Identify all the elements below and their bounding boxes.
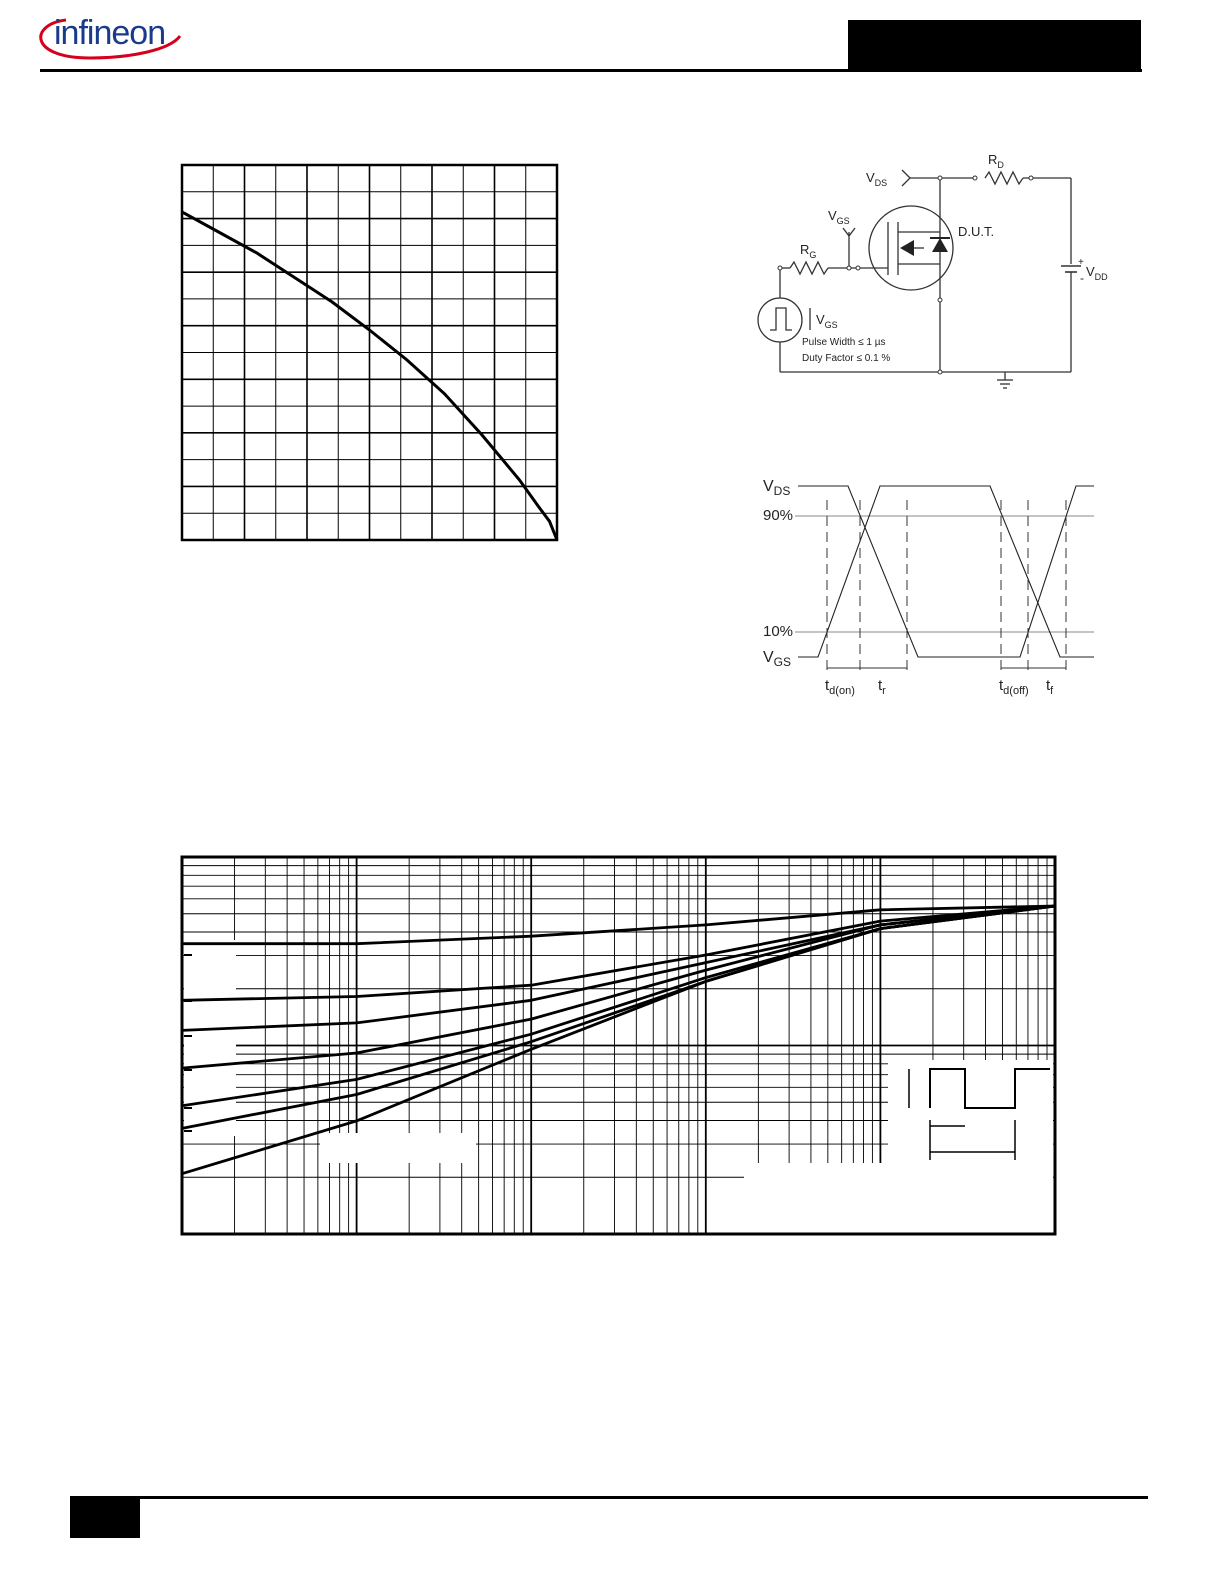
- label-rd: $R_D$: [988, 152, 1004, 170]
- label-dut: D.U.T.: [958, 224, 995, 239]
- label-vgs: $V_{GS}$: [828, 208, 850, 226]
- vgs-trace: [798, 486, 1094, 657]
- label-patch: [184, 940, 236, 1136]
- chart-derating-plot: [182, 165, 557, 540]
- node-dot: [938, 298, 942, 302]
- label-patch: [744, 1163, 1053, 1233]
- node-dot: [973, 176, 977, 180]
- switching-waveform: [763, 478, 1094, 697]
- label-patch: [888, 1060, 1053, 1164]
- node-dot: [938, 176, 942, 180]
- label-plus: +: [1078, 257, 1084, 268]
- label-vds: $V_{DS}$: [866, 170, 888, 188]
- label-rg: $R_G$: [800, 242, 817, 260]
- label-minus: -: [1080, 271, 1084, 285]
- node-dot: [1029, 176, 1033, 180]
- label-vdd: $V_{DD}$: [1086, 264, 1108, 282]
- label-90: 90%: [763, 507, 794, 524]
- logo-text: infineon: [54, 14, 166, 52]
- switching-test-circuit: [758, 152, 1108, 388]
- label-vds: $V_{DS}$: [763, 478, 791, 498]
- pulse-symbol: [770, 308, 792, 330]
- chart-transient-thermal: [182, 857, 1055, 1234]
- footer-page-box: [70, 1496, 140, 1538]
- node-dot: [938, 370, 942, 374]
- node-dot: [847, 266, 851, 270]
- label-tr: $t_r$: [878, 677, 886, 697]
- label-10: 10%: [763, 623, 794, 640]
- label-vgs: $V_{GS}$: [763, 649, 792, 669]
- label-td-on: $t_{d(on)}$: [825, 677, 855, 697]
- body-diode: [932, 238, 948, 252]
- node-dot: [778, 266, 782, 270]
- label-tf: $t_f$: [1046, 677, 1054, 697]
- rd-resistor: [985, 172, 1023, 184]
- label-pulse-width: Pulse Width ≤ 1 µs: [802, 337, 886, 348]
- mosfet-arrow: [900, 240, 914, 256]
- vds-arrow: [902, 170, 910, 186]
- label-patch: [320, 1133, 476, 1163]
- label-td-off: $t_{d(off)}$: [999, 677, 1029, 697]
- label-duty-factor: Duty Factor ≤ 0.1 %: [802, 353, 891, 364]
- pulse-source: [758, 298, 802, 342]
- node-dot: [856, 266, 860, 270]
- footer-rule: [140, 1496, 1148, 1499]
- rg-resistor: [790, 262, 828, 274]
- series-line: [182, 906, 1055, 944]
- label-pulse-vgs: $V_{GS}$: [816, 312, 838, 330]
